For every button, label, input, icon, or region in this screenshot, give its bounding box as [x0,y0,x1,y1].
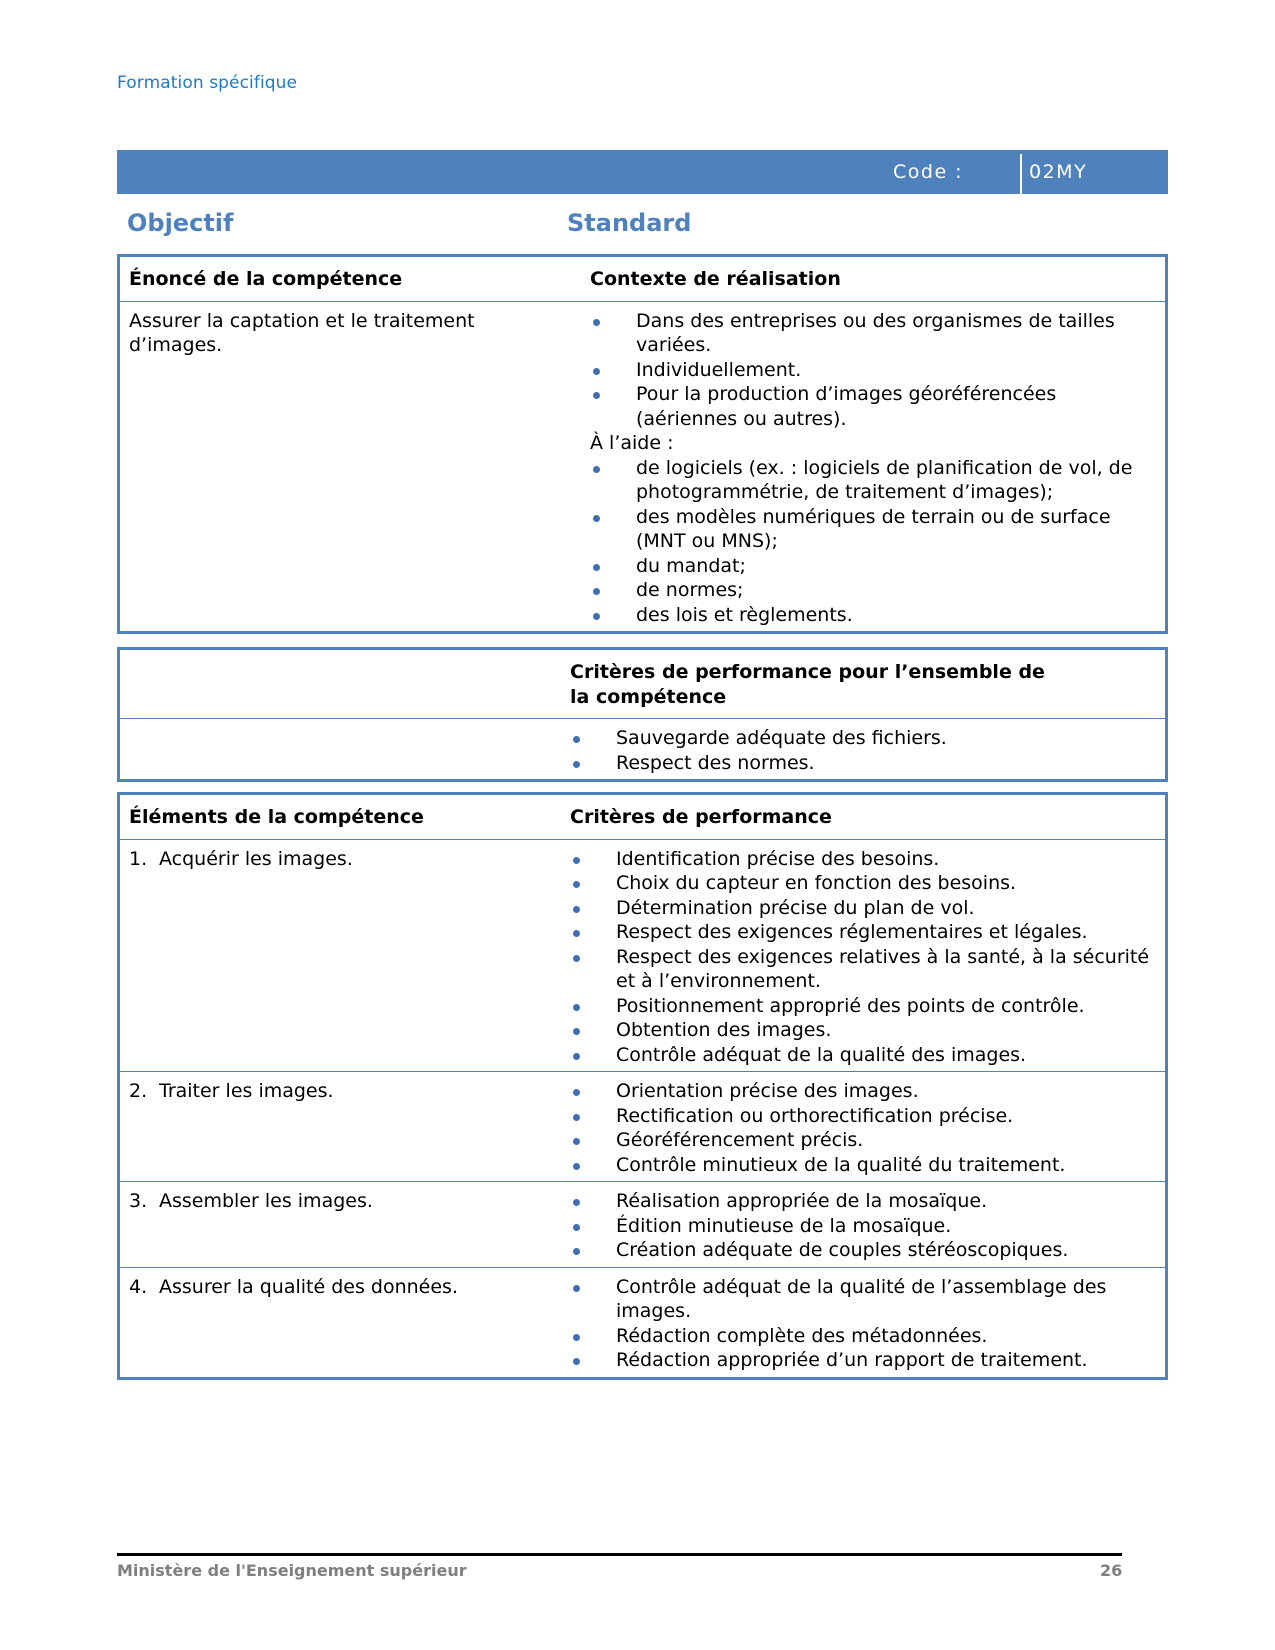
performance-criterion-text: Détermination précise du plan de vol. [616,896,975,919]
context-list [590,309,1157,432]
element-criteria-cell [559,1182,1167,1268]
performance-criterion-text: Édition minutieuse de la mosaïque. [616,1214,952,1237]
performance-criterion-text: Orientation précise des images. [616,1080,919,1102]
element-number: 1. [129,847,148,870]
performance-criterion-text: Identification précise des besoins. [616,847,940,870]
bullet-icon [573,1358,580,1365]
performance-criterion [570,945,1157,994]
performance-criterion [570,1348,1157,1373]
code-band [117,150,1168,194]
bullet-icon [573,1028,580,1035]
context-aid-item-text: des modèles numériques de terrain ou de surface (MNT ou MNS); [636,505,1111,552]
performance-criterion-text: Contrôle minutieux de la qualité du traitement. [616,1153,1066,1176]
element-label: Acquérir les images. [159,847,353,870]
criteria-header: Critères de performance [559,794,1167,840]
performance-criterion [570,896,1157,921]
element-criteria-list [570,1189,1157,1263]
bullet-icon [573,930,580,937]
performance-criterion [570,1153,1157,1178]
code-separator [1020,154,1022,194]
bullet-icon [593,392,600,399]
bullet-icon [573,1224,580,1231]
empty-cell [119,719,560,781]
element-row [119,839,1167,1072]
bullet-icon [573,955,580,962]
context-aid-item [590,554,1157,579]
element-cell [119,1182,560,1268]
overall-criteria-header: Critères de performance pour l’ensemble de la compétence [559,649,1167,719]
bullet-icon [573,1248,580,1255]
overall-criteria-table [117,647,1168,782]
element-cell [119,839,560,1072]
performance-criterion [570,1214,1157,1239]
bullet-icon [573,1285,580,1292]
element-criteria-list [570,1275,1157,1373]
context-aid-item-text: de normes; [636,579,744,601]
elements-header: Éléments de la compétence [119,794,560,840]
bullet-icon [573,906,580,913]
bullet-icon [593,564,600,571]
element-row [119,1072,1167,1182]
context-aid-item [590,505,1157,554]
context-subheading: À l’aide : [590,432,674,454]
element-number: 3. [129,1190,148,1212]
context-aid-item-text: de logiciels (ex. : logiciels de planification de vol, de photogrammétrie, de traitement d’images); [636,456,1133,503]
performance-criterion-text: Choix du capteur en fonction des besoins. [616,872,1017,894]
bullet-icon [573,1004,580,1011]
page-number: 26 [1100,1561,1123,1580]
bullet-icon [593,588,600,595]
context-item-text: Pour la production d’images géoréférencées (aériennes ou autres). [636,383,1057,430]
bullet-icon [593,368,600,375]
objectif-heading: Objectif [127,209,234,237]
bullet-icon [573,761,580,768]
element-criteria-cell [559,1072,1167,1182]
element-criteria-list [570,1079,1157,1177]
footer-rule [117,1553,1122,1556]
context-aid-item-text: du mandat; [636,554,746,577]
context-item [590,382,1157,431]
element-number: 4. [129,1275,148,1298]
running-header: Formation spécifique [117,73,298,93]
bullet-icon [593,466,600,473]
context-aid-item [590,603,1157,628]
performance-criterion-text: Réalisation appropriée de la mosaïque. [616,1190,988,1212]
performance-criterion [570,1238,1157,1263]
element-label: Assembler les images. [159,1190,373,1212]
overall-criterion [570,726,1157,751]
context-item-text: Dans des entreprises ou des organismes de tailles variées. [636,309,1115,356]
element-number: 2. [129,1080,148,1102]
bullet-icon [573,1138,580,1145]
performance-criterion-text: Rédaction complète des métadonnées. [616,1324,988,1347]
code-value: 02MY [1029,161,1088,183]
performance-criterion-text: Contrôle adéquat de la qualité des images. [616,1043,1027,1066]
footer-publisher: Ministère de l'Enseignement supérieur [117,1561,467,1580]
overall-criterion [570,751,1157,776]
performance-criterion-text: Rectification ou orthorectification précise. [616,1104,1014,1127]
element-criteria-cell [559,839,1167,1072]
context-aids-list [590,456,1157,628]
overall-criteria-cell [559,719,1167,781]
bullet-icon [593,613,600,620]
performance-criterion-text: Obtention des images. [616,1019,832,1041]
bullet-icon [573,1089,580,1096]
performance-criterion-text: Rédaction appropriée d’un rapport de traitement. [616,1349,1088,1371]
performance-criterion [570,847,1157,872]
performance-criterion [570,1079,1157,1104]
context-aid-item [590,456,1157,505]
bullet-icon [573,1163,580,1170]
context-header: Contexte de réalisation [579,256,1167,302]
performance-criterion-text: Respect des exigences relatives à la santé, à la sécurité et à l’environnement. [616,945,1150,992]
performance-criterion [570,1189,1157,1214]
element-row [119,1182,1167,1268]
performance-criterion [570,994,1157,1019]
statement-context-table [117,254,1168,634]
element-cell [119,1072,560,1182]
standard-heading: Standard [567,209,692,237]
context-aid-item-text: des lois et règlements. [636,603,853,626]
bullet-icon [573,857,580,864]
performance-criterion [570,1104,1157,1129]
bullet-icon [593,319,600,326]
context-cell [579,301,1167,633]
element-label: Assurer la qualité des données. [159,1275,458,1298]
element-criteria-list [570,847,1157,1068]
empty-cell [119,649,560,719]
performance-criterion [570,1043,1157,1068]
bullet-icon [573,881,580,888]
overall-criterion-text: Respect des normes. [616,751,815,774]
performance-criterion-text: Positionnement approprié des points de contrôle. [616,994,1085,1017]
performance-criterion-text: Respect des exigences réglementaires et légales. [616,921,1088,943]
code-label: Code : [893,161,964,183]
bullet-icon [573,1334,580,1341]
element-cell [119,1267,560,1378]
element-row [119,1267,1167,1378]
bullet-icon [593,515,600,522]
performance-criterion [570,1128,1157,1153]
competency-statement: Assurer la captation et le traitement d’images. [129,309,475,356]
performance-criterion [570,871,1157,896]
performance-criterion [570,1018,1157,1043]
context-aid-item [590,578,1157,603]
context-item-text: Individuellement. [636,358,802,381]
elements-criteria-table [117,792,1168,1380]
overall-criteria-list [570,726,1157,775]
performance-criterion [570,1324,1157,1349]
performance-criterion [570,1275,1157,1324]
bullet-icon [573,1053,580,1060]
element-criteria-cell [559,1267,1167,1378]
bullet-icon [573,1199,580,1206]
performance-criterion-text: Contrôle adéquat de la qualité de l’assemblage des images. [616,1275,1107,1322]
bullet-icon [573,736,580,743]
element-label: Traiter les images. [159,1080,334,1102]
performance-criterion [570,920,1157,945]
overall-criterion-text: Sauvegarde adéquate des fichiers. [616,727,947,749]
bullet-icon [573,1114,580,1121]
context-item [590,309,1157,358]
context-item [590,358,1157,383]
performance-criterion-text: Géoréférencement précis. [616,1129,864,1151]
performance-criterion-text: Création adéquate de couples stéréoscopiques. [616,1239,1069,1261]
statement-header: Énoncé de la compétence [119,256,580,302]
